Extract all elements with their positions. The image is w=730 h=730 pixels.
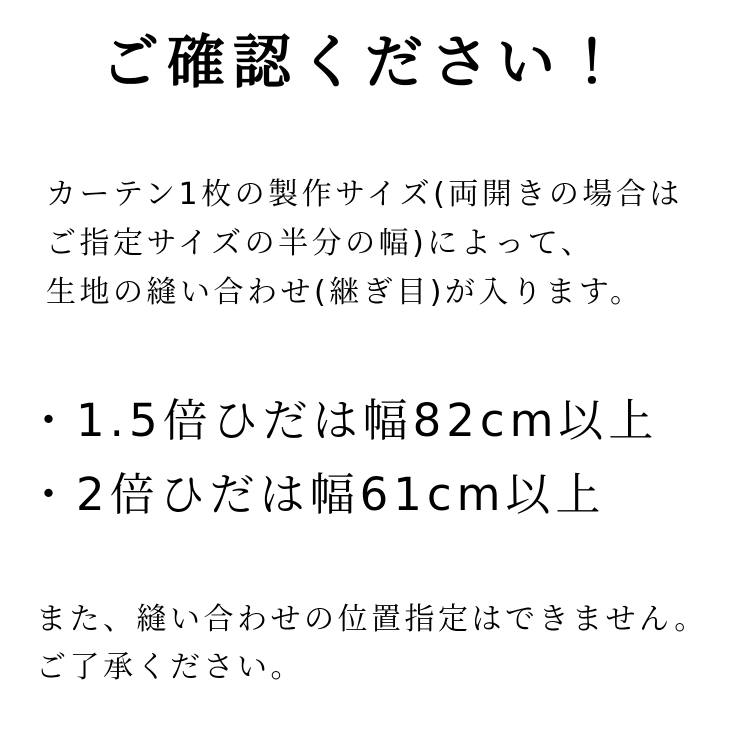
footer-line-1: また、縫い合わせの位置指定はできません。 <box>36 602 708 637</box>
notice-title: ご確認ください！ <box>100 28 629 96</box>
bullet-icon: ・ <box>26 394 77 447</box>
intro-paragraph <box>46 170 710 317</box>
footer-line-2: ご了承ください。 <box>36 650 304 685</box>
intro-line-1: カーテン1枚の製作サイズ(両開きの場合は <box>46 177 683 212</box>
list-item-pleat-1-5x <box>26 384 710 458</box>
intro-line-3: 生地の縫い合わせ(継ぎ目)が入ります。 <box>46 275 644 310</box>
intro-line-2: ご指定サイズの半分の幅)によって、 <box>46 226 595 261</box>
list-item-pleat-2x <box>26 458 710 532</box>
pleat-2x-rule-text: 2倍ひだは幅61cm以上 <box>76 468 606 521</box>
footer-note <box>36 596 710 692</box>
bullet-icon: ・ <box>26 468 77 521</box>
pleat-1-5x-rule-text: 1.5倍ひだは幅82cm以上 <box>76 394 659 447</box>
pleat-width-list <box>26 384 710 532</box>
